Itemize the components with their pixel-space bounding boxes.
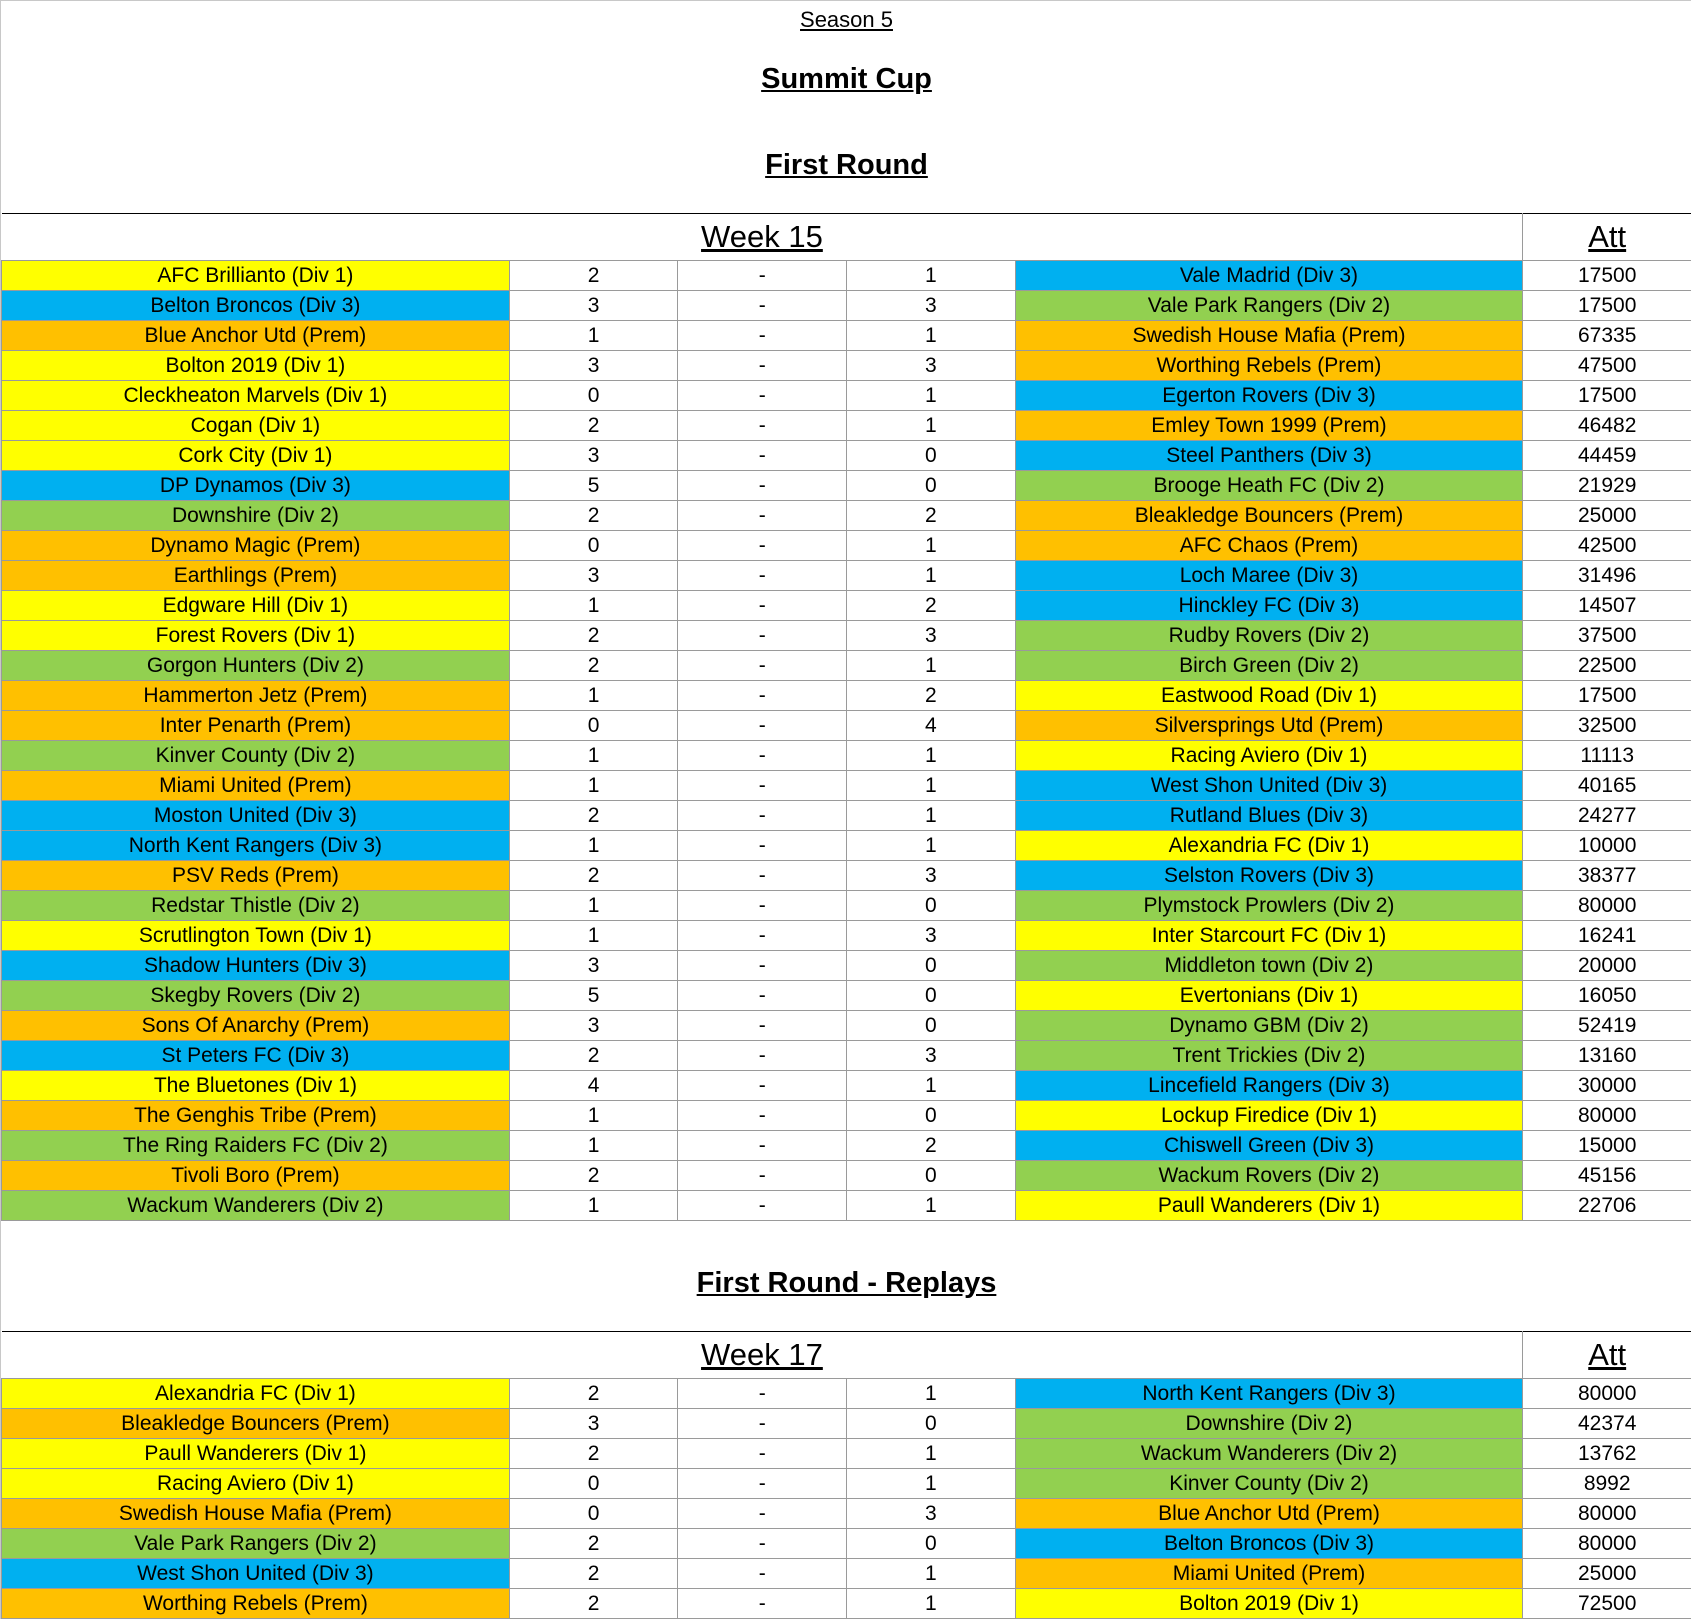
home-team-cell: Alexandria FC (Div 1): [2, 1379, 510, 1409]
away-team-cell: Emley Town 1999 (Prem): [1015, 411, 1523, 441]
score-separator: -: [678, 801, 847, 831]
score-separator: -: [678, 1191, 847, 1221]
score-separator: -: [678, 1131, 847, 1161]
home-score-cell: 2: [509, 621, 678, 651]
table-row: [2, 561, 1691, 591]
score-separator: -: [678, 921, 847, 951]
away-score-cell: 1: [846, 321, 1015, 351]
score-separator: -: [678, 1499, 847, 1529]
away-score-cell: 1: [846, 1071, 1015, 1101]
away-team-cell: Evertonians (Div 1): [1015, 981, 1523, 1011]
home-team-cell: North Kent Rangers (Div 3): [2, 831, 510, 861]
home-score-cell: 3: [509, 1011, 678, 1041]
away-team-cell: North Kent Rangers (Div 3): [1015, 1379, 1523, 1409]
score-separator: -: [678, 591, 847, 621]
attendance-cell: 21929: [1523, 471, 1691, 501]
table-row: [2, 801, 1691, 831]
away-score-cell: 3: [846, 1041, 1015, 1071]
attendance-cell: 8992: [1523, 1469, 1691, 1499]
attendance-cell: 80000: [1523, 1529, 1691, 1559]
attendance-cell: 80000: [1523, 891, 1691, 921]
home-team-cell: Dynamo Magic (Prem): [2, 531, 510, 561]
table-row: [2, 1101, 1691, 1131]
away-score-cell: 0: [846, 981, 1015, 1011]
away-score-cell: 1: [846, 1439, 1015, 1469]
attendance-cell: 32500: [1523, 711, 1691, 741]
home-score-cell: 3: [509, 1409, 678, 1439]
home-team-cell: Downshire (Div 2): [2, 501, 510, 531]
table-row: [2, 1191, 1691, 1221]
away-score-cell: 3: [846, 861, 1015, 891]
away-team-cell: Racing Aviero (Div 1): [1015, 741, 1523, 771]
away-score-cell: 1: [846, 1469, 1015, 1499]
home-score-cell: 3: [509, 441, 678, 471]
away-team-cell: Miami United (Prem): [1015, 1559, 1523, 1589]
home-team-cell: St Peters FC (Div 3): [2, 1041, 510, 1071]
home-team-cell: Miami United (Prem): [2, 771, 510, 801]
away-team-cell: Lincefield Rangers (Div 3): [1015, 1071, 1523, 1101]
attendance-cell: 80000: [1523, 1101, 1691, 1131]
attendance-cell: 80000: [1523, 1499, 1691, 1529]
attendance-cell: 20000: [1523, 951, 1691, 981]
home-score-cell: 1: [509, 921, 678, 951]
home-score-cell: 0: [509, 1499, 678, 1529]
score-separator: -: [678, 1161, 847, 1191]
home-score-cell: 4: [509, 1071, 678, 1101]
attendance-cell: 37500: [1523, 621, 1691, 651]
score-separator: -: [678, 861, 847, 891]
home-team-cell: Cork City (Div 1): [2, 441, 510, 471]
table-row: [2, 621, 1691, 651]
attendance-cell: 14507: [1523, 591, 1691, 621]
score-separator: -: [678, 771, 847, 801]
score-separator: -: [678, 381, 847, 411]
home-score-cell: 2: [509, 651, 678, 681]
away-team-cell: AFC Chaos (Prem): [1015, 531, 1523, 561]
away-team-cell: Blue Anchor Utd (Prem): [1015, 1499, 1523, 1529]
home-team-cell: The Ring Raiders FC (Div 2): [2, 1131, 510, 1161]
away-team-cell: Belton Broncos (Div 3): [1015, 1529, 1523, 1559]
table-row: [2, 1161, 1691, 1191]
attendance-cell: 47500: [1523, 351, 1691, 381]
attendance-cell: 80000: [1523, 1379, 1691, 1409]
score-separator: -: [678, 681, 847, 711]
home-score-cell: 3: [509, 951, 678, 981]
home-team-cell: Shadow Hunters (Div 3): [2, 951, 510, 981]
attendance-cell: 46482: [1523, 411, 1691, 441]
attendance-cell: 30000: [1523, 1071, 1691, 1101]
attendance-cell: 17500: [1523, 381, 1691, 411]
table-row: [2, 1529, 1691, 1559]
home-score-cell: 0: [509, 381, 678, 411]
away-score-cell: 2: [846, 501, 1015, 531]
away-score-cell: 1: [846, 741, 1015, 771]
attendance-cell: 67335: [1523, 321, 1691, 351]
table-row: [2, 711, 1691, 741]
home-score-cell: 2: [509, 1439, 678, 1469]
home-score-cell: 2: [509, 801, 678, 831]
attendance-cell: 52419: [1523, 1011, 1691, 1041]
attendance-cell: 13160: [1523, 1041, 1691, 1071]
fixtures-table-week-15: [1, 213, 1691, 1221]
home-score-cell: 2: [509, 1041, 678, 1071]
away-score-cell: 0: [846, 441, 1015, 471]
home-score-cell: 2: [509, 1559, 678, 1589]
away-team-cell: Wackum Rovers (Div 2): [1015, 1161, 1523, 1191]
table-header-row: [2, 214, 1691, 261]
attendance-cell: 38377: [1523, 861, 1691, 891]
home-score-cell: 1: [509, 321, 678, 351]
table-row: [2, 471, 1691, 501]
away-team-cell: Chiswell Green (Div 3): [1015, 1131, 1523, 1161]
table-row: [2, 831, 1691, 861]
attendance-cell: 72500: [1523, 1589, 1691, 1619]
home-score-cell: 2: [509, 1161, 678, 1191]
attendance-cell: 22706: [1523, 1191, 1691, 1221]
home-team-cell: Racing Aviero (Div 1): [2, 1469, 510, 1499]
attendance-cell: 16050: [1523, 981, 1691, 1011]
attendance-cell: 25000: [1523, 1559, 1691, 1589]
table-row: [2, 1409, 1691, 1439]
away-score-cell: 3: [846, 621, 1015, 651]
away-team-cell: Bolton 2019 (Div 1): [1015, 1589, 1523, 1619]
home-team-cell: Belton Broncos (Div 3): [2, 291, 510, 321]
home-team-cell: Wackum Wanderers (Div 2): [2, 1191, 510, 1221]
away-team-cell: Worthing Rebels (Prem): [1015, 351, 1523, 381]
attendance-cell: 16241: [1523, 921, 1691, 951]
home-team-cell: Bolton 2019 (Div 1): [2, 351, 510, 381]
score-separator: -: [678, 501, 847, 531]
score-separator: -: [678, 531, 847, 561]
table-row: [2, 1559, 1691, 1589]
home-score-cell: 5: [509, 981, 678, 1011]
away-score-cell: 1: [846, 381, 1015, 411]
table-row: [2, 681, 1691, 711]
score-separator: -: [678, 561, 847, 591]
home-score-cell: 3: [509, 291, 678, 321]
attendance-cell: 40165: [1523, 771, 1691, 801]
home-team-cell: Gorgon Hunters (Div 2): [2, 651, 510, 681]
away-team-cell: Silversprings Utd (Prem): [1015, 711, 1523, 741]
away-team-cell: Lockup Firedice (Div 1): [1015, 1101, 1523, 1131]
attendance-cell: 17500: [1523, 261, 1691, 291]
home-score-cell: 2: [509, 501, 678, 531]
home-team-cell: Tivoli Boro (Prem): [2, 1161, 510, 1191]
attendance-header: Att: [1523, 1332, 1691, 1379]
table-row: [2, 291, 1691, 321]
away-team-cell: Bleakledge Bouncers (Prem): [1015, 501, 1523, 531]
table-row: [2, 1041, 1691, 1071]
round-title-first-round: First Round: [765, 149, 928, 181]
home-score-cell: 3: [509, 561, 678, 591]
away-score-cell: 3: [846, 291, 1015, 321]
score-separator: -: [678, 261, 847, 291]
home-score-cell: 5: [509, 471, 678, 501]
table-row: [2, 1469, 1691, 1499]
home-team-cell: Inter Penarth (Prem): [2, 711, 510, 741]
away-score-cell: 0: [846, 891, 1015, 921]
home-team-cell: Skegby Rovers (Div 2): [2, 981, 510, 1011]
score-separator: -: [678, 1589, 847, 1619]
away-score-cell: 0: [846, 1161, 1015, 1191]
score-separator: -: [678, 951, 847, 981]
attendance-cell: 45156: [1523, 1161, 1691, 1191]
away-score-cell: 0: [846, 1529, 1015, 1559]
table-row: [2, 921, 1691, 951]
away-team-cell: Loch Maree (Div 3): [1015, 561, 1523, 591]
attendance-cell: 22500: [1523, 651, 1691, 681]
away-score-cell: 0: [846, 1409, 1015, 1439]
attendance-header: Att: [1523, 214, 1691, 261]
attendance-cell: 42500: [1523, 531, 1691, 561]
home-team-cell: AFC Brillianto (Div 1): [2, 261, 510, 291]
home-score-cell: 1: [509, 891, 678, 921]
home-score-cell: 1: [509, 681, 678, 711]
attendance-cell: 25000: [1523, 501, 1691, 531]
away-score-cell: 1: [846, 411, 1015, 441]
home-score-cell: 1: [509, 831, 678, 861]
home-team-cell: Bleakledge Bouncers (Prem): [2, 1409, 510, 1439]
home-score-cell: 3: [509, 351, 678, 381]
score-separator: -: [678, 1559, 847, 1589]
home-team-cell: Moston United (Div 3): [2, 801, 510, 831]
away-team-cell: Trent Trickies (Div 2): [1015, 1041, 1523, 1071]
home-score-cell: 1: [509, 591, 678, 621]
home-score-cell: 2: [509, 1589, 678, 1619]
away-team-cell: Rudby Rovers (Div 2): [1015, 621, 1523, 651]
score-separator: -: [678, 1409, 847, 1439]
home-team-cell: Forest Rovers (Div 1): [2, 621, 510, 651]
score-separator: -: [678, 711, 847, 741]
week-header: Week 15: [2, 214, 1523, 261]
table-row: [2, 951, 1691, 981]
score-separator: -: [678, 1071, 847, 1101]
score-separator: -: [678, 621, 847, 651]
away-team-cell: Paull Wanderers (Div 1): [1015, 1191, 1523, 1221]
home-team-cell: West Shon United (Div 3): [2, 1559, 510, 1589]
away-score-cell: 1: [846, 531, 1015, 561]
table-row: [2, 1379, 1691, 1409]
away-score-cell: 1: [846, 771, 1015, 801]
table-row: [2, 651, 1691, 681]
home-score-cell: 0: [509, 711, 678, 741]
home-team-cell: PSV Reds (Prem): [2, 861, 510, 891]
away-score-cell: 0: [846, 1011, 1015, 1041]
home-team-cell: Hammerton Jetz (Prem): [2, 681, 510, 711]
home-team-cell: Cleckheaton Marvels (Div 1): [2, 381, 510, 411]
table-row: [2, 771, 1691, 801]
away-score-cell: 1: [846, 1191, 1015, 1221]
away-score-cell: 1: [846, 1589, 1015, 1619]
score-separator: -: [678, 891, 847, 921]
away-team-cell: West Shon United (Div 3): [1015, 771, 1523, 801]
home-team-cell: Edgware Hill (Div 1): [2, 591, 510, 621]
away-score-cell: 4: [846, 711, 1015, 741]
away-team-cell: Swedish House Mafia (Prem): [1015, 321, 1523, 351]
away-team-cell: Rutland Blues (Div 3): [1015, 801, 1523, 831]
score-separator: -: [678, 1011, 847, 1041]
table-row: [2, 981, 1691, 1011]
score-separator: -: [678, 1101, 847, 1131]
away-score-cell: 3: [846, 921, 1015, 951]
home-team-cell: Swedish House Mafia (Prem): [2, 1499, 510, 1529]
table-row: [2, 351, 1691, 381]
table-row: [2, 381, 1691, 411]
score-separator: -: [678, 1469, 847, 1499]
season-label: Season 5: [800, 7, 893, 32]
away-score-cell: 0: [846, 951, 1015, 981]
away-team-cell: Brooge Heath FC (Div 2): [1015, 471, 1523, 501]
away-score-cell: 3: [846, 1499, 1015, 1529]
table-row: [2, 441, 1691, 471]
away-team-cell: Middleton town (Div 2): [1015, 951, 1523, 981]
table-row: [2, 411, 1691, 441]
attendance-cell: 10000: [1523, 831, 1691, 861]
home-score-cell: 0: [509, 1469, 678, 1499]
home-team-cell: Blue Anchor Utd (Prem): [2, 321, 510, 351]
away-team-cell: Vale Park Rangers (Div 2): [1015, 291, 1523, 321]
home-team-cell: Worthing Rebels (Prem): [2, 1589, 510, 1619]
table-row: [2, 531, 1691, 561]
score-separator: -: [678, 741, 847, 771]
away-score-cell: 1: [846, 561, 1015, 591]
away-score-cell: 1: [846, 801, 1015, 831]
week-header: Week 17: [2, 1332, 1523, 1379]
home-score-cell: 2: [509, 411, 678, 441]
home-score-cell: 1: [509, 1131, 678, 1161]
away-team-cell: Dynamo GBM (Div 2): [1015, 1011, 1523, 1041]
home-score-cell: 2: [509, 261, 678, 291]
away-score-cell: 1: [846, 831, 1015, 861]
score-separator: -: [678, 651, 847, 681]
away-score-cell: 0: [846, 1101, 1015, 1131]
table-row: [2, 1011, 1691, 1041]
attendance-cell: 31496: [1523, 561, 1691, 591]
away-team-cell: Selston Rovers (Div 3): [1015, 861, 1523, 891]
score-separator: -: [678, 1439, 847, 1469]
home-score-cell: 1: [509, 771, 678, 801]
home-score-cell: 2: [509, 1379, 678, 1409]
home-team-cell: Scrutlington Town (Div 1): [2, 921, 510, 951]
table-row: [2, 1589, 1691, 1619]
table-row: [2, 1071, 1691, 1101]
table-row: [2, 1439, 1691, 1469]
table-row: [2, 501, 1691, 531]
table-row: [2, 1131, 1691, 1161]
home-score-cell: 1: [509, 1101, 678, 1131]
table-row: [2, 741, 1691, 771]
attendance-cell: 17500: [1523, 291, 1691, 321]
home-team-cell: Paull Wanderers (Div 1): [2, 1439, 510, 1469]
home-team-cell: The Genghis Tribe (Prem): [2, 1101, 510, 1131]
home-team-cell: Kinver County (Div 2): [2, 741, 510, 771]
away-score-cell: 1: [846, 1559, 1015, 1589]
attendance-cell: 15000: [1523, 1131, 1691, 1161]
away-team-cell: Egerton Rovers (Div 3): [1015, 381, 1523, 411]
home-team-cell: DP Dynamos (Div 3): [2, 471, 510, 501]
away-score-cell: 2: [846, 681, 1015, 711]
score-separator: -: [678, 831, 847, 861]
score-separator: -: [678, 1529, 847, 1559]
score-separator: -: [678, 291, 847, 321]
away-score-cell: 2: [846, 591, 1015, 621]
away-team-cell: Downshire (Div 2): [1015, 1409, 1523, 1439]
away-team-cell: Steel Panthers (Div 3): [1015, 441, 1523, 471]
table-row: [2, 591, 1691, 621]
table-row: [2, 1499, 1691, 1529]
score-separator: -: [678, 981, 847, 1011]
home-team-cell: Vale Park Rangers (Div 2): [2, 1529, 510, 1559]
home-team-cell: The Bluetones (Div 1): [2, 1071, 510, 1101]
home-team-cell: Redstar Thistle (Div 2): [2, 891, 510, 921]
attendance-cell: 11113: [1523, 741, 1691, 771]
away-score-cell: 3: [846, 351, 1015, 381]
score-separator: -: [678, 321, 847, 351]
home-team-cell: Earthlings (Prem): [2, 561, 510, 591]
away-score-cell: 2: [846, 1131, 1015, 1161]
home-score-cell: 0: [509, 531, 678, 561]
away-team-cell: Alexandria FC (Div 1): [1015, 831, 1523, 861]
round-title-first-round-replays: First Round - Replays: [696, 1267, 997, 1299]
table-row: [2, 891, 1691, 921]
score-separator: -: [678, 1379, 847, 1409]
score-separator: -: [678, 471, 847, 501]
score-separator: -: [678, 351, 847, 381]
fixtures-table-week-17: [1, 1331, 1691, 1619]
away-score-cell: 0: [846, 471, 1015, 501]
home-score-cell: 1: [509, 741, 678, 771]
attendance-cell: 44459: [1523, 441, 1691, 471]
away-score-cell: 1: [846, 651, 1015, 681]
table-row: [2, 261, 1691, 291]
away-team-cell: Birch Green (Div 2): [1015, 651, 1523, 681]
table-row: [2, 861, 1691, 891]
home-score-cell: 2: [509, 1529, 678, 1559]
home-team-cell: Sons Of Anarchy (Prem): [2, 1011, 510, 1041]
cup-title: Summit Cup: [761, 63, 932, 95]
score-separator: -: [678, 411, 847, 441]
attendance-cell: 42374: [1523, 1409, 1691, 1439]
home-team-cell: Cogan (Div 1): [2, 411, 510, 441]
away-team-cell: Inter Starcourt FC (Div 1): [1015, 921, 1523, 951]
table-header-row: [2, 1332, 1691, 1379]
table-row: [2, 321, 1691, 351]
score-separator: -: [678, 1041, 847, 1071]
away-team-cell: Vale Madrid (Div 3): [1015, 261, 1523, 291]
away-team-cell: Eastwood Road (Div 1): [1015, 681, 1523, 711]
away-team-cell: Hinckley FC (Div 3): [1015, 591, 1523, 621]
away-team-cell: Kinver County (Div 2): [1015, 1469, 1523, 1499]
attendance-cell: 17500: [1523, 681, 1691, 711]
away-score-cell: 1: [846, 261, 1015, 291]
away-team-cell: Wackum Wanderers (Div 2): [1015, 1439, 1523, 1469]
attendance-cell: 24277: [1523, 801, 1691, 831]
home-score-cell: 2: [509, 861, 678, 891]
attendance-cell: 13762: [1523, 1439, 1691, 1469]
away-score-cell: 1: [846, 1379, 1015, 1409]
score-separator: -: [678, 441, 847, 471]
away-team-cell: Plymstock Prowlers (Div 2): [1015, 891, 1523, 921]
home-score-cell: 1: [509, 1191, 678, 1221]
